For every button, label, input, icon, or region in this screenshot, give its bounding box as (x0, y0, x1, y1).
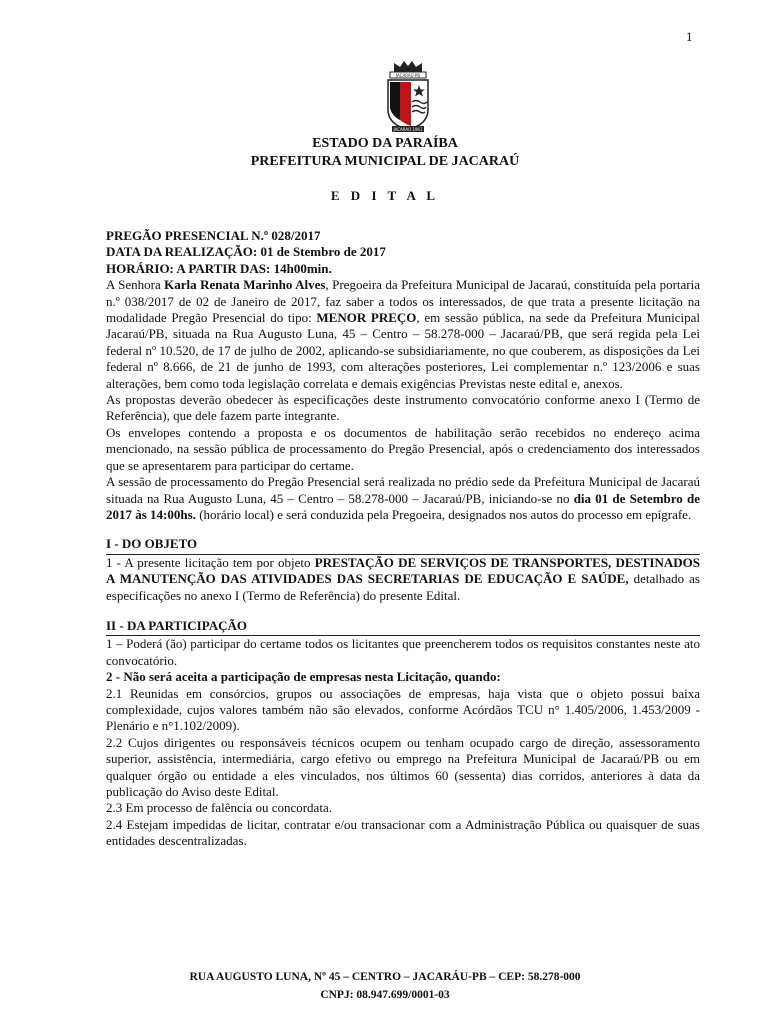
session-time: HORÁRIO: A PARTIR DAS: 14h00min. (106, 260, 332, 276)
envelopes-paragraph: Os envelopes contendo a proposta e os documentos de habilitação serão recebidos no endereço acima mencionado, na sessão pública de processamento do Pregão Presencial, após o credenciamento dos interessados que se apresentarem para participar do certame. (106, 424, 700, 473)
participation-item-1: 1 – Poderá (ão) participar do certame todos os licitantes que preencherem todos os requisitos constantes neste ato convocatório. (106, 636, 700, 668)
session-date: DATA DA REALIZAÇÃO: 01 de Stembro de 2017 (106, 244, 386, 260)
proposals-paragraph: As propostas deverão obedecer às especificações deste instrumento convocatório conforme anexo I (Termo de Referência), que dele fazem parte integrante. (106, 392, 700, 424)
coat-of-arms-icon (380, 60, 436, 134)
document-type-heading: E D I T A L (330, 188, 440, 203)
page-number: 1 (686, 29, 693, 44)
participation-item-2-1: 2.1 Reunidas em consórcios, grupos ou associações de empresas, haja vista que o objeto possui baixa complexidade, cujos valores também não são elevados, conforme Acórdãos TCU n° 1.405/2006, 1.453/2009 - Plenário e n°1.102/2009). (106, 685, 700, 734)
intro-paragraph: A Senhora Karla Renata Marinho Alves, Pregoeira da Prefeitura Municipal de Jacaraú, constituída pela portaria n.º 038/2017 de 02 de Janeiro de 2017, faz saber a todos os interessados, de que trata a presente licitação na modalidade Pregão Presencial do tipo: MENOR PREÇO, em sessão pública, na sede da Prefeitura Municipal Jacaraú/PB, situada na Rua Augusto Luna, 45 – Centro – 58.278-000 – Jacaraú/PB, que será regida pela Lei federal nº 10.520, de 17 de julho de 2002, aplicando-se subsidiariamente, no que couberem, as disposições da Lei federal nº 8.666, de 21 de junho de 1993, com alterações posteriores, Lei complementar n.º 123/2006 e suas alterações, bem como toda legislação correlata e demais exigências Previstas neste edital e, anexos. (106, 277, 701, 391)
section-participation-title: II - DA PARTICIPAÇÃO (106, 618, 700, 636)
state-heading: ESTADO DA PARAÍBA (312, 136, 458, 151)
section-object-text: 1 - A presente licitação tem por objeto PRESTAÇÃO DE SERVIÇOS DE TRANSPORTES, DESTINADOS A MANUTENÇÃO DAS ATIVIDADES DAS SECRETARIAS DE EDUCAÇÃO E SAÚDE, detalhado as especificações no anexo I (Termo de Referência) do presente Edital. (106, 554, 700, 603)
participation-item-2-3: 2.3 Em processo de falência ou concordata. (106, 800, 332, 816)
municipality-heading: PREFEITURA MUNICIPAL DE JACARAÚ (250, 154, 520, 169)
session-datetime: dia 01 de Setembro de 2017 às 14:00hs. (106, 490, 700, 522)
svg-text:JACARAÚ-PB: JACARAÚ-PB (395, 73, 421, 78)
footer-address: RUA AUGUSTO LUNA, Nº 45 – CENTRO – JACARÁU-PB – CEP: 58.278-000 (189, 971, 581, 983)
participation-item-2-4: 2.4 Estejam impedidas de licitar, contratar e/ou transacionar com a Administração Pública ou quaisquer de suas entidades descentralizadas. (106, 816, 700, 849)
participation-item-2-title: 2 - Não será aceita a participação de empresas nesta Licitação, quando: (106, 669, 501, 685)
session-paragraph: A sessão de processamento do Pregão Presencial será realizada no prédio sede da Prefeitura Municipal de Jacaraú situada na Rua Augusto Luna, 45 – Centro – 58.278-000 – Jacaraú/PB, iniciando-se no dia 01 de Setembro de 2017 às 14:00hs. (horário local) e será conduzida pela Pregoeira, designados nos autos do processo em epígrafe. (106, 474, 700, 522)
pregao-number: PREGÃO PRESENCIAL N.º 028/2017 (106, 228, 321, 243)
footer-cnpj: CNPJ: 08.947.699/0001-03 (320, 989, 450, 1001)
bid-type: MENOR PREÇO (316, 310, 417, 326)
svg-text:JACARAÚ 1961: JACARAÚ 1961 (393, 127, 423, 132)
document-body (106, 228, 700, 850)
pregoeira-name: Karla Renata Marinho Alves (164, 277, 326, 293)
section-object-title: I - DO OBJETO (106, 536, 700, 554)
participation-item-2-2: 2.2 Cujos dirigentes ou responsáveis técnicos ocupem ou tenham ocupado cargo de direção, assessoramento superior, assistência, intermediária, cargo efetivo ou emprego na Prefeitura Municipal de Jacaraú/PB ou em qualquer órgão ou entidade a eles vinculados, nos últimos 60 (sessenta) dias corridos, anteriores à data da publicação do Aviso deste Edital. (106, 734, 700, 799)
